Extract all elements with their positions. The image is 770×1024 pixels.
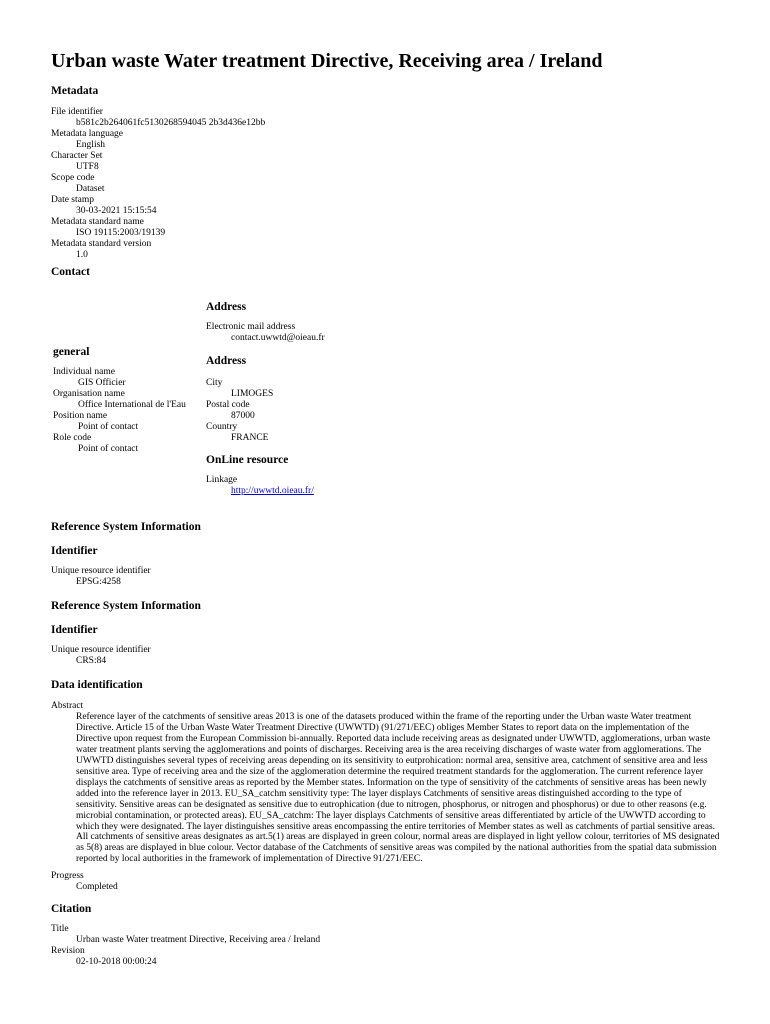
organisation-name-value: Office International de l'Eau [78, 400, 186, 410]
citation-title-value: Urban waste Water treatment Directive, Receiving area / Ireland [76, 935, 321, 945]
standard-name-value: ISO 19115:2003/19139 [76, 228, 166, 238]
online-resource-heading: OnLine resource [206, 454, 289, 466]
email-value: contact.uwwtd@oieau.fr [231, 333, 325, 343]
resource-identifier-value: EPSG:4258 [76, 577, 121, 587]
progress-value: Completed [76, 882, 118, 892]
role-code-label: Role code [53, 433, 92, 443]
standard-version-label: Metadata standard version [51, 239, 152, 249]
identifier-heading: Identifier [51, 545, 98, 557]
position-name-value: Point of contact [78, 422, 139, 432]
character-set-label: Character Set [51, 151, 103, 161]
citation-title-label: Title [51, 924, 69, 934]
progress-label: Progress [51, 871, 84, 881]
address-postal-heading: Address [206, 355, 247, 367]
data-identification-heading: Data identification [51, 679, 143, 691]
postal-code-value: 87000 [231, 411, 255, 421]
metadata-heading: Metadata [51, 85, 99, 97]
linkage-link[interactable]: http://uwwtd.oieau.fr/ [231, 486, 314, 496]
character-set-value: UTF8 [76, 162, 99, 172]
general-fields [53, 367, 186, 455]
reference-system-fields [51, 566, 151, 588]
resource-identifier-value: CRS:84 [76, 656, 107, 666]
progress-fields [51, 871, 118, 893]
address-email-heading: Address [206, 301, 247, 313]
city-value: LIMOGES [231, 389, 274, 399]
file-identifier-label: File identifier [51, 107, 103, 117]
scope-code-value: Dataset [76, 184, 105, 194]
citation-heading: Citation [51, 903, 92, 915]
reference-system-heading: Reference System Information [51, 600, 201, 612]
metadata-language-label: Metadata language [51, 129, 124, 139]
role-code-value: Point of contact [78, 444, 139, 454]
standard-name-label: Metadata standard name [51, 217, 144, 227]
abstract-text: Reference layer of the catchments of sensitive areas 2013 is one of the datasets produced within the frame of the reporting under the Urban waste Water treatment Directive. Article 15 of the Urban Waste Water Treatment Directive (UWWTD) (91/271/EEC) obliges Member States to report data on the implementation of the Directive upon request from the European Commission bi-annually. Reported data include receiving areas as designated under UWWTD, agglomerations, urban waste water treatment plants serving the agglomerations and points of discharges. Receiving area is the area receiving discharges of waste water from agglomerations. The UWWTD distinguishes several types of receiving areas depending on its sensitivity to eutprohication: normal area, sensitive area, catchment of sensitive area and less sensitive area. Type of receiving area and the size of the agglomeration determine the required treatment standards for the agglomeration. The current reference layer displays the catchments of sensitive areas as reported by the Member states. Information on the type of sensitivity of the catchments of sensitive areas has been newly added into the reference layer in 2013. EU_SA_catchm sensitivity type: The layer displays Catchments of sensitive areas distinguished according to the type of sensitivity. Sensitive areas can be designated as sensitive due to eutrophication (due to nitrogen, phosphorus, or nitrogen and phosphorus) or due to other reasons (e.g. microbial contamination, or protected areas). EU_SA_catchm: The layer displays Catchments of sensitive areas differentiated by article of the UWWTD according to which they were designated. The layer distinguishes sensitive areas encompassing the entire territories of Member states as well as catchments of partial sensitive areas. All catchments of sensitive areas designates as art.5(1) areas are displayed in green colour, normal areas are displayed in light yellow colour, territories of MS designated as 5(8) areas are displayed in blue colour. Vector database of the Catchments of sensitive areas was compiled by the national authorities from the spatial data submission reported by local authorities in the framework of implementation of Directive 91/271/EEC. [76, 712, 720, 865]
standard-version-value: 1.0 [76, 250, 88, 260]
abstract-label: Abstract [51, 701, 84, 711]
position-name-label: Position name [53, 411, 108, 421]
document-title: Urban waste Water treatment Directive, Receiving area / Ireland [51, 50, 603, 72]
contact-heading: Contact [51, 266, 90, 278]
organisation-name-label: Organisation name [53, 389, 125, 399]
postal-code-label: Postal code [206, 400, 250, 410]
date-stamp-label: Date stamp [51, 195, 95, 205]
address-email-fields [206, 322, 325, 344]
address-postal-fields [206, 378, 273, 444]
citation-fields [51, 924, 320, 968]
reference-system-fields [51, 645, 151, 667]
individual-name-label: Individual name [53, 367, 115, 377]
metadata-fields [51, 107, 265, 261]
identifier-heading: Identifier [51, 624, 98, 636]
date-stamp-value: 30-03-2021 15:15:54 [76, 206, 157, 216]
email-label: Electronic mail address [206, 322, 296, 332]
file-identifier-value: b581c2b264061fc5130268594045 2b3d436e12bb [76, 118, 266, 128]
revision-label: Revision [51, 946, 85, 956]
general-heading: general [53, 346, 90, 358]
linkage-label: Linkage [206, 475, 238, 485]
online-resource-fields [206, 475, 314, 497]
country-label: Country [206, 422, 238, 432]
resource-identifier-label: Unique resource identifier [51, 645, 151, 655]
individual-name-value: GIS Officier [78, 378, 126, 388]
reference-system-heading: Reference System Information [51, 521, 201, 533]
country-value: FRANCE [231, 433, 269, 443]
scope-code-label: Scope code [51, 173, 95, 183]
resource-identifier-label: Unique resource identifier [51, 566, 151, 576]
metadata-language-value: English [76, 140, 106, 150]
revision-value: 02-10-2018 00:00:24 [76, 957, 157, 967]
city-label: City [206, 378, 223, 388]
